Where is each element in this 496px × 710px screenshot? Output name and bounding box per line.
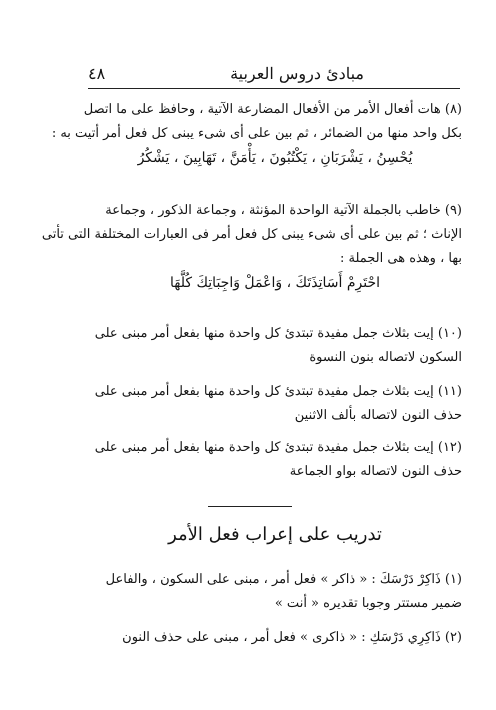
drill-line: ضمير مستتر وجوبا تقديره « أنت »: [274, 596, 462, 611]
exercise-line: الإناث ؛ ثم بين على أى شىء يبنى كل فعل أمر فى العبارات المختلفة التى تأتى: [41, 227, 462, 242]
exercise-12: [88, 436, 462, 484]
section-heading: تدريب على إعراب فعل الأمر: [168, 524, 382, 545]
exercise-line: (٨) هات أفعال الأمر من الأفعال المضارعة الآتية ، وحافظ على ما اتصل: [83, 102, 462, 117]
page-number: ٤٨: [88, 64, 106, 83]
drill-line: (٢) ذَاكِرِي دَرْسَكِ : « ذاكرى » فعل أمر ، مبنى على حذف النون: [122, 630, 462, 645]
exercise-line: بها ، وهذه هى الجملة :: [339, 251, 462, 266]
exercise-line: (١٠) إيت بثلاث جمل مفيدة تبتدئ كل واحدة منها بفعل أمر مبنى على: [94, 326, 462, 341]
drill-item-2: [88, 626, 462, 650]
exercise-line: حذف النون لاتصاله بألف الاثنين: [294, 408, 462, 423]
exercise-8: [51, 98, 462, 170]
exercise-line: بكل واحد منها من الضمائر ، ثم بين على أى شىء يبنى كل فعل أمر أتيت به :: [51, 126, 462, 141]
exercise-11: [88, 380, 462, 428]
exercise-line: حذف النون لاتصاله بواو الجماعة: [289, 464, 462, 479]
section-divider: [208, 506, 292, 507]
exercise-line: (١١) إيت بثلاث جمل مفيدة تبتدئ كل واحدة منها بفعل أمر مبنى على: [94, 384, 462, 399]
exercise-9: [41, 199, 462, 295]
exercise-line: (١٢) إيت بثلاث جمل مفيدة تبتدئ كل واحدة منها بفعل أمر مبنى على: [94, 440, 462, 455]
page-header: [88, 62, 460, 89]
drill-item-1: [88, 568, 462, 616]
exercise-line: السكون لاتصاله بنون النسوة: [309, 350, 462, 365]
running-title: مبادئ دروس العربية: [230, 64, 364, 83]
exercise-verbs: احْتَرِمْ أَسَاتِذَتَكَ ، وَاعْمَلْ وَاجِبَاتِكَ كُلَّهَا: [170, 275, 380, 291]
exercise-10: [88, 322, 462, 370]
exercise-line: (٩) خاطب بالجملة الآتية الواحدة المؤنثة ، وجماعة الذكور ، وجماعة: [105, 203, 462, 218]
drill-line: (١) ذَاكِرْ دَرْسَكَ : « ذاكر » فعل أمر ، مبنى على السكون ، والفاعل: [105, 572, 462, 587]
exercise-verbs: يُحْسِنُ ، يَشْرَبَانِ ، يَكْتُبُونَ ، يَأْمَنَّ ، تَهَابِينَ ، يَشْكُرُ: [137, 150, 413, 166]
